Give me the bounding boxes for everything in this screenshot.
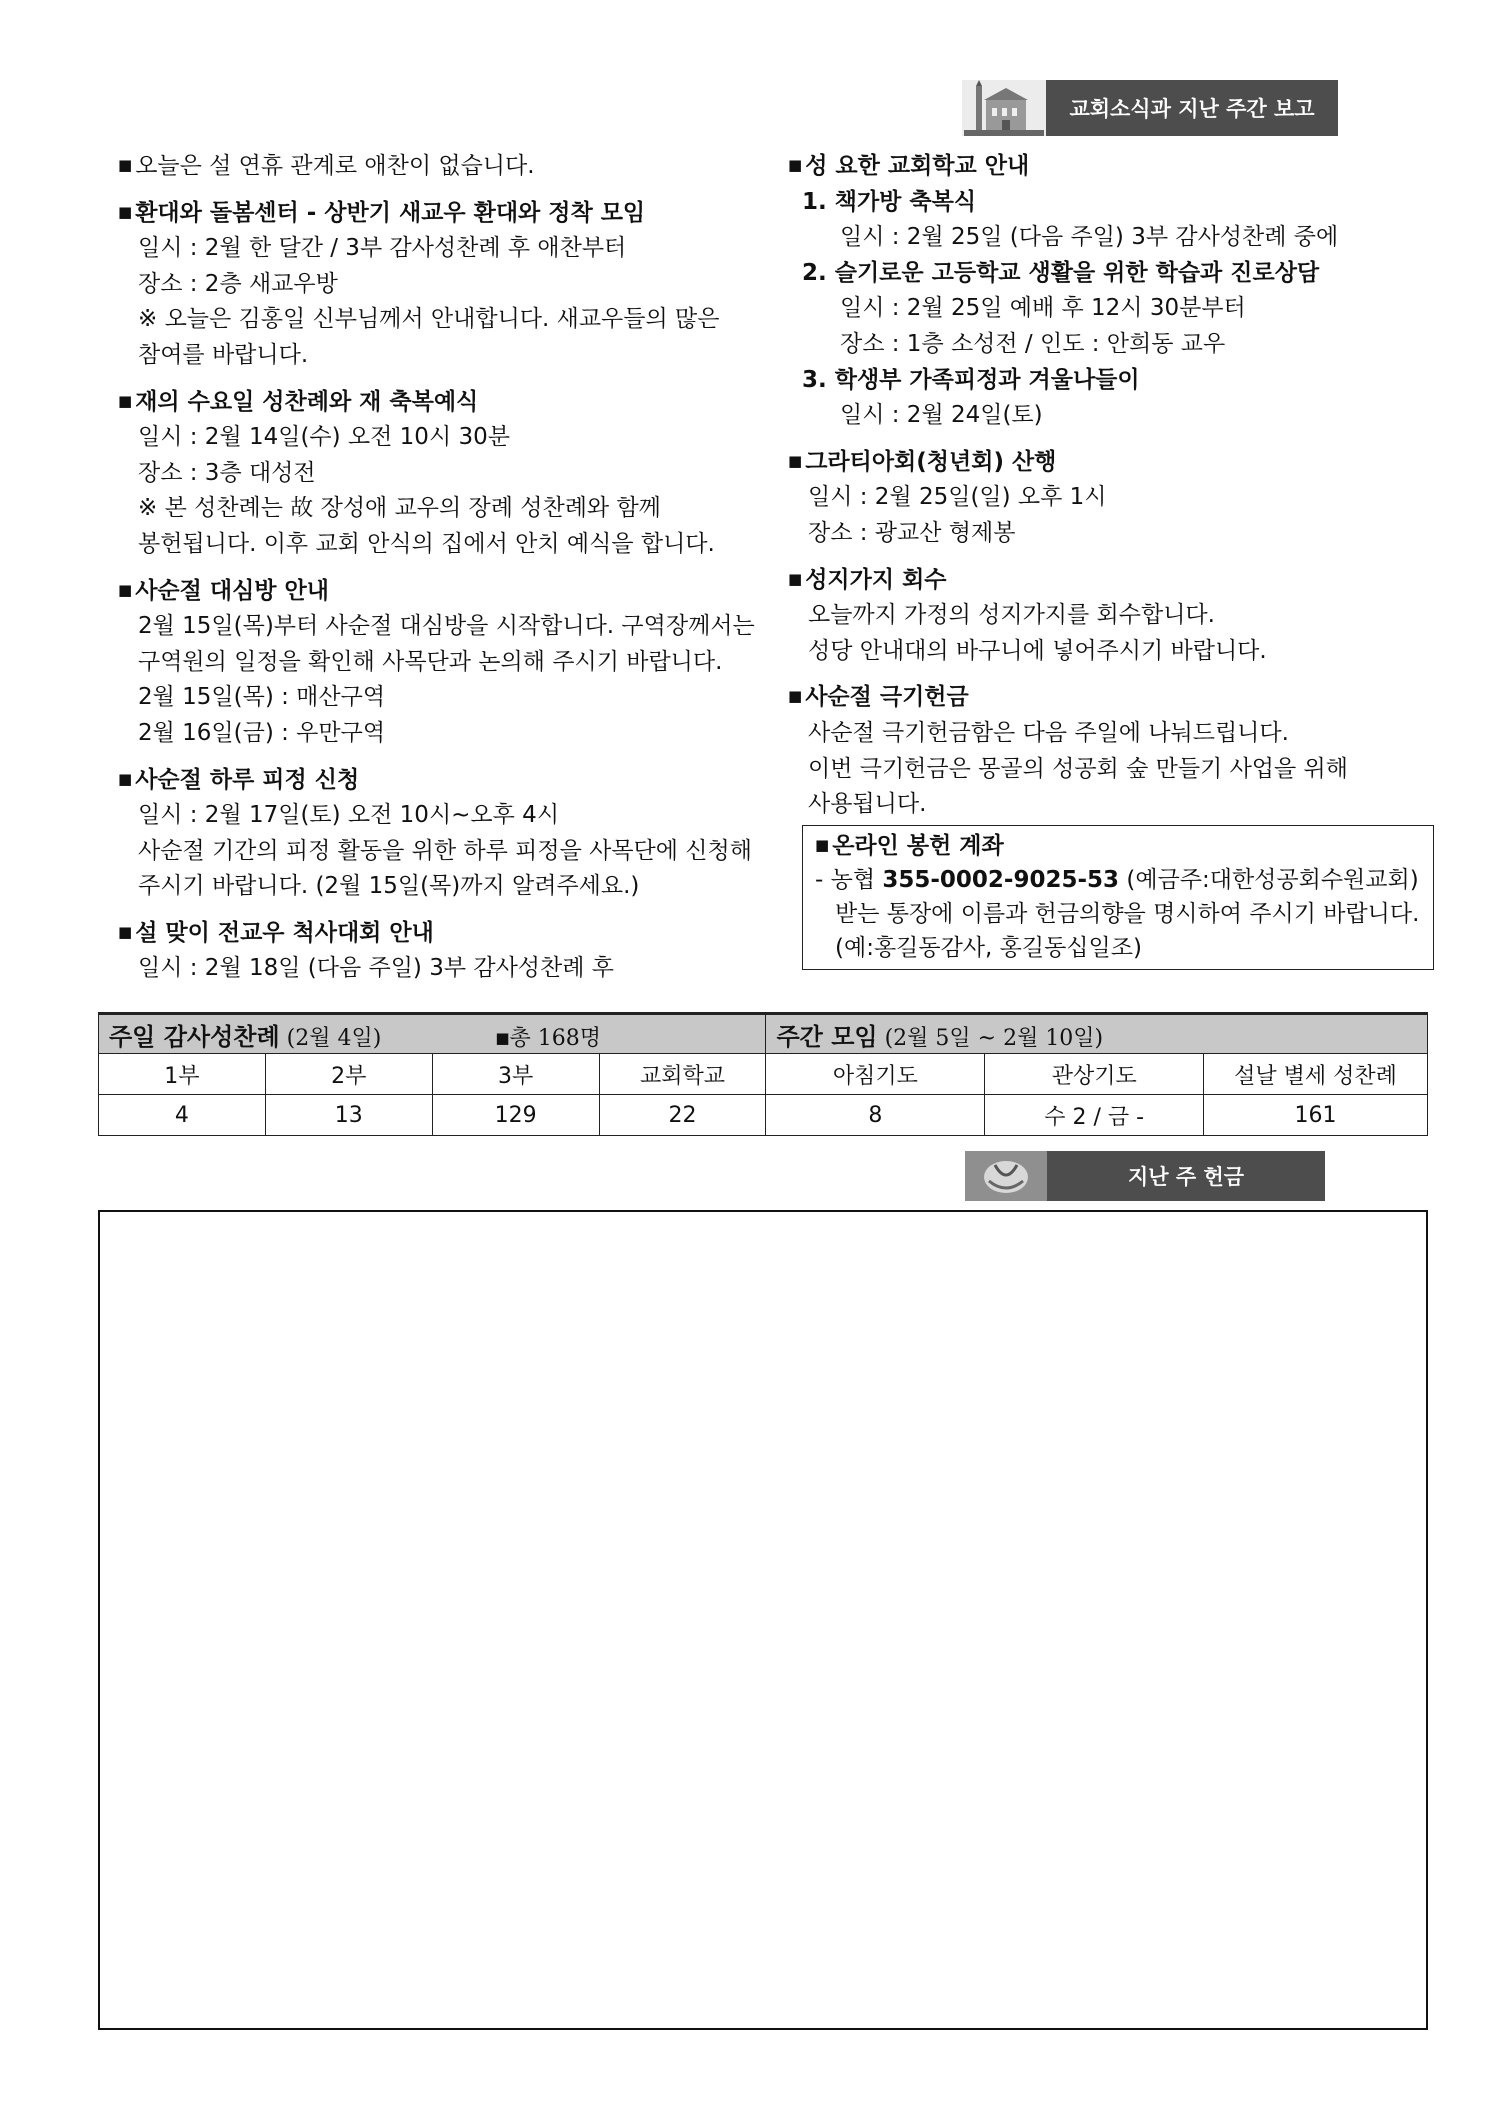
- school-item-title: 1. 책가방 축복식: [802, 188, 977, 215]
- retreat-line: 주시기 바랍니다. (2월 15일(목)까지 알려주세요.): [138, 873, 640, 900]
- account-note: 받는 통장에 이름과 헌금의향을 명시하여 주시기 바랍니다.: [835, 900, 1420, 927]
- self-denial-title: ■ 사순절 극기헌금: [788, 684, 969, 711]
- ash-line: 일시 : 2월 14일(수) 오전 10시 30분: [138, 424, 510, 451]
- palm-line: 성당 안내대의 바구니에 넣어주시기 바랍니다.: [808, 637, 1267, 664]
- notice-top: ■ 오늘은 설 연휴 관계로 애찬이 없습니다.: [118, 153, 535, 179]
- attendance-table: [98, 1012, 1428, 1136]
- table-row: [99, 1095, 1428, 1136]
- school-item-line: 장소 : 1층 소성전 / 인도 : 안희동 교우: [840, 330, 1226, 357]
- offering-box: [98, 1210, 1428, 2030]
- column-header: 교회학교: [599, 1054, 766, 1095]
- visit-line: 2월 15일(목) : 매산구역: [138, 684, 386, 711]
- table-header-row: [99, 1014, 1428, 1054]
- welcome-line: 참여를 바랍니다.: [138, 341, 309, 368]
- column-header: 설날 별세 성찬례: [1204, 1054, 1428, 1095]
- ash-line: ※ 본 성찬례는 故 장성애 교우의 장례 성찬례와 함께: [138, 495, 661, 522]
- church-building-image: [962, 80, 1046, 136]
- gratia-title: ■ 그라티아회(청년회) 산행: [788, 448, 1057, 475]
- visit-line: 2월 15일(목)부터 사순절 대심방을 시작합니다. 구역장께서는: [138, 613, 755, 640]
- cell-value: 수 2 / 금 -: [985, 1095, 1204, 1136]
- cell-value: 8: [766, 1095, 985, 1136]
- visit-line: 구역원의 일정을 확인해 사목단과 논의해 주시기 바랍니다.: [138, 648, 723, 675]
- school-item-line: 일시 : 2월 24일(토): [840, 402, 1043, 429]
- offering-header-label: 지난 주 헌금: [1047, 1151, 1325, 1201]
- column-header: 관상기도: [985, 1054, 1204, 1095]
- cell-value: 22: [599, 1095, 766, 1136]
- newyear-line: 일시 : 2월 18일 (다음 주일) 3부 감사성찬례 후: [138, 955, 614, 982]
- account-number: 355-0002-9025-53: [882, 866, 1120, 893]
- welcome-line: ※ 오늘은 김홍일 신부님께서 안내합니다. 새교우들의 많은: [138, 306, 720, 333]
- self-denial-line: 이번 극기헌금은 몽골의 성공회 숲 만들기 사업을 위해: [808, 755, 1348, 782]
- welcome-line: 장소 : 2층 새교우방: [138, 270, 338, 297]
- visit-line: 2월 16일(금) : 우만구역: [138, 719, 386, 746]
- section-header: [962, 80, 1338, 136]
- column-header: 아침기도: [766, 1054, 985, 1095]
- account-box: [802, 825, 1434, 970]
- retreat-title: ■ 사순절 하루 피정 신청: [118, 766, 360, 793]
- sunday-header: 주일 감사성찬례 (2월 4일) ■총 168명: [99, 1014, 766, 1054]
- praying-hands-image: [965, 1151, 1047, 1201]
- offering-header: [965, 1151, 1325, 1201]
- self-denial-line: 사용됩니다.: [808, 791, 927, 818]
- cell-value: 129: [432, 1095, 599, 1136]
- retreat-line: 일시 : 2월 17일(토) 오전 10시~오후 4시: [138, 802, 560, 829]
- welcome-title: ■ 환대와 돌봄센터 - 상반기 새교우 환대와 정착 모임: [118, 199, 646, 226]
- right-column: [788, 148, 1428, 970]
- gratia-line: 일시 : 2월 25일(일) 오후 1시: [808, 484, 1107, 511]
- cell-value: 161: [1204, 1095, 1428, 1136]
- cell-value: 13: [265, 1095, 432, 1136]
- column-header: 3부: [432, 1054, 599, 1095]
- palm-title: ■ 성지가지 회수: [788, 566, 947, 593]
- left-column: [118, 148, 758, 987]
- column-header: 2부: [265, 1054, 432, 1095]
- table-row: [99, 1054, 1428, 1095]
- school-title: ■ 성 요한 교회학교 안내: [788, 153, 1030, 179]
- account-title: ■ 온라인 봉헌 계좌: [815, 832, 1004, 859]
- school-item-title: 2. 슬기로운 고등학교 생활을 위한 학습과 진로상담: [802, 259, 1320, 286]
- account-number-line: - 농협 355-0002-9025-53 (예금주:대한성공회수원교회): [815, 866, 1419, 893]
- gratia-line: 장소 : 광교산 형제봉: [808, 519, 1016, 546]
- school-item-line: 일시 : 2월 25일 (다음 주일) 3부 감사성찬례 중에: [840, 224, 1339, 251]
- ash-title: ■ 재의 수요일 성찬례와 재 축복예식: [118, 388, 479, 415]
- visit-title: ■ 사순절 대심방 안내: [118, 577, 329, 604]
- school-item-line: 일시 : 2월 25일 예배 후 12시 30분부터: [840, 295, 1246, 322]
- newyear-title: ■ 설 맞이 전교우 척사대회 안내: [118, 919, 434, 946]
- school-item-title: 3. 학생부 가족피정과 겨울나들이: [802, 366, 1140, 393]
- account-note: (예:홍길동감사, 홍길동십일조): [835, 934, 1142, 961]
- ash-line: 봉헌됩니다. 이후 교회 안식의 집에서 안치 예식을 합니다.: [138, 530, 715, 557]
- ash-line: 장소 : 3층 대성전: [138, 459, 316, 486]
- column-header: 1부: [99, 1054, 266, 1095]
- cell-value: 4: [99, 1095, 266, 1136]
- total-count: 총 168명: [509, 1025, 602, 1051]
- retreat-line: 사순절 기간의 피정 활동을 위한 하루 피정을 사목단에 신청해: [138, 837, 752, 864]
- weekly-header: 주간 모임 (2월 5일 ~ 2월 10일): [766, 1014, 1428, 1054]
- self-denial-line: 사순절 극기헌금함은 다음 주일에 나눠드립니다.: [808, 719, 1289, 746]
- section-header-label: 교회소식과 지난 주간 보고: [1046, 80, 1338, 136]
- palm-line: 오늘까지 가정의 성지가지를 회수합니다.: [808, 602, 1215, 629]
- welcome-line: 일시 : 2월 한 달간 / 3부 감사성찬례 후 애찬부터: [138, 235, 627, 262]
